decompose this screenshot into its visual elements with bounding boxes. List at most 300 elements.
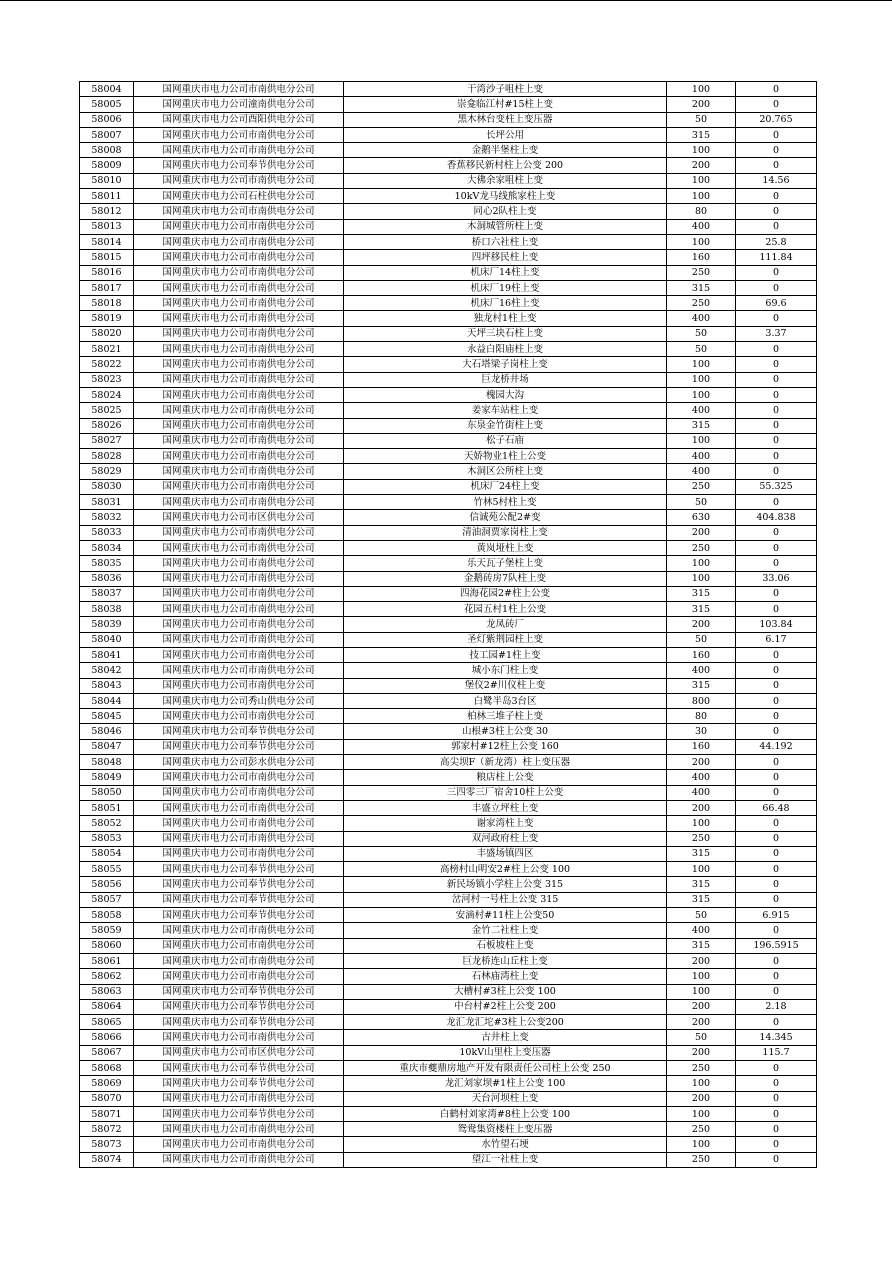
station-name-cell: 龙汇龙汇坨#3柱上公变200 [344, 1015, 667, 1030]
company-cell: 国网重庆市电力公司市南供电分公司 [134, 219, 344, 234]
row-id-cell: 58067 [80, 1045, 134, 1060]
capacity-cell: 315 [667, 938, 736, 953]
table-row [80, 418, 817, 433]
value-cell: 0 [736, 372, 817, 387]
row-id-cell: 58057 [80, 892, 134, 907]
table-row [80, 1106, 817, 1121]
value-cell: 0 [736, 464, 817, 479]
capacity-cell: 400 [667, 219, 736, 234]
value-cell: 0 [736, 816, 817, 831]
station-name-cell: 信诚苑公配2#变 [344, 510, 667, 525]
row-id-cell: 58074 [80, 1152, 134, 1167]
station-name-cell: 四坪移民柱上变 [344, 250, 667, 265]
row-id-cell: 58030 [80, 479, 134, 494]
capacity-cell: 250 [667, 296, 736, 311]
station-name-cell: 黑木林台变柱上变压器 [344, 112, 667, 127]
value-cell: 66.48 [736, 800, 817, 815]
capacity-cell: 315 [667, 678, 736, 693]
row-id-cell: 58069 [80, 1076, 134, 1091]
table-row [80, 969, 817, 984]
row-id-cell: 58051 [80, 800, 134, 815]
company-cell: 国网重庆市电力公司奉节供电分公司 [134, 1106, 344, 1121]
company-cell: 国网重庆市电力公司市南供电分公司 [134, 403, 344, 418]
table-row [80, 1015, 817, 1030]
capacity-cell: 100 [667, 234, 736, 249]
capacity-cell: 50 [667, 495, 736, 510]
row-id-cell: 58013 [80, 219, 134, 234]
station-name-cell: 10kV龙马线熊家柱上变 [344, 189, 667, 204]
station-name-cell: 谢家湾柱上变 [344, 816, 667, 831]
value-cell: 2.18 [736, 999, 817, 1014]
company-cell: 国网重庆市电力公司市南供电分公司 [134, 556, 344, 571]
row-id-cell: 58053 [80, 831, 134, 846]
capacity-cell: 200 [667, 1045, 736, 1060]
company-cell: 国网重庆市电力公司市南供电分公司 [134, 540, 344, 555]
table-row [80, 556, 817, 571]
value-cell: 0 [736, 969, 817, 984]
capacity-cell: 100 [667, 387, 736, 402]
value-cell: 69.6 [736, 296, 817, 311]
company-cell: 国网重庆市电力公司市南供电分公司 [134, 586, 344, 601]
row-id-cell: 58020 [80, 326, 134, 341]
company-cell: 国网重庆市电力公司秀山供电分公司 [134, 693, 344, 708]
company-cell: 国网重庆市电力公司市南供电分公司 [134, 525, 344, 540]
company-cell: 国网重庆市电力公司市南供电分公司 [134, 296, 344, 311]
company-cell: 国网重庆市电力公司市南供电分公司 [134, 326, 344, 341]
row-id-cell: 58028 [80, 449, 134, 464]
station-name-cell: 大石塔梁子岗柱上变 [344, 357, 667, 372]
capacity-cell: 315 [667, 846, 736, 861]
station-name-cell: 竹林5村柱上变 [344, 495, 667, 510]
row-id-cell: 58015 [80, 250, 134, 265]
company-cell: 国网重庆市电力公司市南供电分公司 [134, 938, 344, 953]
table-row [80, 1045, 817, 1060]
row-id-cell: 58043 [80, 678, 134, 693]
table-row [80, 112, 817, 127]
station-name-cell: 机床厂14柱上变 [344, 265, 667, 280]
company-cell: 国网重庆市电力公司市南供电分公司 [134, 495, 344, 510]
company-cell: 国网重庆市电力公司市南供电分公司 [134, 372, 344, 387]
capacity-cell: 50 [667, 908, 736, 923]
value-cell: 404.838 [736, 510, 817, 525]
row-id-cell: 58009 [80, 158, 134, 173]
capacity-cell: 250 [667, 479, 736, 494]
value-cell: 0 [736, 678, 817, 693]
table-row [80, 189, 817, 204]
station-name-cell: 槐园大沟 [344, 387, 667, 402]
company-cell: 国网重庆市电力公司市南供电分公司 [134, 571, 344, 586]
company-cell: 国网重庆市电力公司市南供电分公司 [134, 953, 344, 968]
company-cell: 国网重庆市电力公司酉阳供电分公司 [134, 112, 344, 127]
table-row [80, 158, 817, 173]
value-cell: 0 [736, 647, 817, 662]
capacity-cell: 100 [667, 816, 736, 831]
value-cell: 0 [736, 1015, 817, 1030]
company-cell: 国网重庆市电力公司奉节供电分公司 [134, 908, 344, 923]
row-id-cell: 58024 [80, 387, 134, 402]
value-cell: 0 [736, 586, 817, 601]
company-cell: 国网重庆市电力公司奉节供电分公司 [134, 1076, 344, 1091]
company-cell: 国网重庆市电力公司市南供电分公司 [134, 143, 344, 158]
table-row [80, 433, 817, 448]
capacity-cell: 315 [667, 892, 736, 907]
table-row [80, 265, 817, 280]
value-cell: 0 [736, 403, 817, 418]
table-row [80, 127, 817, 142]
station-name-cell: 中台村#2柱上公变 200 [344, 999, 667, 1014]
station-name-cell: 天娇物业1柱上公变 [344, 449, 667, 464]
value-cell: 0 [736, 387, 817, 402]
capacity-cell: 250 [667, 1061, 736, 1076]
capacity-cell: 80 [667, 709, 736, 724]
station-name-cell: 天台河坝柱上变 [344, 1091, 667, 1106]
value-cell: 0 [736, 602, 817, 617]
table-row [80, 602, 817, 617]
value-cell: 115.7 [736, 1045, 817, 1060]
table-row [80, 357, 817, 372]
station-name-cell: 木洞区公所柱上变 [344, 464, 667, 479]
value-cell: 0 [736, 1076, 817, 1091]
value-cell: 0 [736, 709, 817, 724]
row-id-cell: 58031 [80, 495, 134, 510]
value-cell: 0 [736, 984, 817, 999]
row-id-cell: 58025 [80, 403, 134, 418]
row-id-cell: 58036 [80, 571, 134, 586]
table-row [80, 1137, 817, 1152]
table-row [80, 586, 817, 601]
station-name-cell: 古井柱上变 [344, 1030, 667, 1045]
value-cell: 0 [736, 1061, 817, 1076]
company-cell: 国网重庆市电力公司市南供电分公司 [134, 846, 344, 861]
station-name-cell: 同心2队柱上变 [344, 204, 667, 219]
company-cell: 国网重庆市电力公司市区供电分公司 [134, 510, 344, 525]
table-row [80, 816, 817, 831]
capacity-cell: 250 [667, 540, 736, 555]
company-cell: 国网重庆市电力公司潼南供电分公司 [134, 97, 344, 112]
station-name-cell: 黄岚垭柱上变 [344, 540, 667, 555]
row-id-cell: 58058 [80, 908, 134, 923]
capacity-cell: 160 [667, 250, 736, 265]
row-id-cell: 58054 [80, 846, 134, 861]
capacity-cell: 400 [667, 785, 736, 800]
company-cell: 国网重庆市电力公司市南供电分公司 [134, 709, 344, 724]
row-id-cell: 58019 [80, 311, 134, 326]
capacity-cell: 50 [667, 342, 736, 357]
capacity-cell: 200 [667, 800, 736, 815]
station-name-cell: 柏林三堆子柱上变 [344, 709, 667, 724]
transformer-table [79, 81, 817, 1168]
company-cell: 国网重庆市电力公司彭水供电分公司 [134, 755, 344, 770]
table-row [80, 495, 817, 510]
table-row [80, 923, 817, 938]
station-name-cell: 双河政府柱上变 [344, 831, 667, 846]
capacity-cell: 250 [667, 831, 736, 846]
table-row [80, 846, 817, 861]
station-name-cell: 高榜村山明安2#柱上公变 100 [344, 862, 667, 877]
station-name-cell: 白鹤村刘家湾#8柱上公变 100 [344, 1106, 667, 1121]
value-cell: 0 [736, 265, 817, 280]
station-name-cell: 松子石庙 [344, 433, 667, 448]
capacity-cell: 160 [667, 739, 736, 754]
row-id-cell: 58008 [80, 143, 134, 158]
row-id-cell: 58073 [80, 1137, 134, 1152]
value-cell: 0 [736, 923, 817, 938]
row-id-cell: 58064 [80, 999, 134, 1014]
station-name-cell: 巨龙桥井场 [344, 372, 667, 387]
row-id-cell: 58022 [80, 357, 134, 372]
table-row [80, 678, 817, 693]
station-name-cell: 山根#3柱上公变 30 [344, 724, 667, 739]
table-row [80, 387, 817, 402]
table-row [80, 464, 817, 479]
value-cell: 111.84 [736, 250, 817, 265]
station-name-cell: 崇龛临江村#15柱上变 [344, 97, 667, 112]
station-name-cell: 巨龙桥连山丘柱上变 [344, 953, 667, 968]
company-cell: 国网重庆市电力公司奉节供电分公司 [134, 158, 344, 173]
row-id-cell: 58049 [80, 770, 134, 785]
row-id-cell: 58066 [80, 1030, 134, 1045]
value-cell: 0 [736, 953, 817, 968]
company-cell: 国网重庆市电力公司石柱供电分公司 [134, 189, 344, 204]
row-id-cell: 58023 [80, 372, 134, 387]
row-id-cell: 58029 [80, 464, 134, 479]
table-row [80, 877, 817, 892]
value-cell: 0 [736, 540, 817, 555]
row-id-cell: 58056 [80, 877, 134, 892]
value-cell: 0 [736, 770, 817, 785]
station-name-cell: 粮店柱上公变 [344, 770, 667, 785]
company-cell: 国网重庆市电力公司奉节供电分公司 [134, 877, 344, 892]
row-id-cell: 58017 [80, 280, 134, 295]
row-id-cell: 58046 [80, 724, 134, 739]
row-id-cell: 58045 [80, 709, 134, 724]
value-cell: 0 [736, 663, 817, 678]
value-cell: 0 [736, 1137, 817, 1152]
company-cell: 国网重庆市电力公司市南供电分公司 [134, 647, 344, 662]
value-cell: 0 [736, 158, 817, 173]
station-name-cell: 机床厂19柱上变 [344, 280, 667, 295]
value-cell: 55.325 [736, 479, 817, 494]
company-cell: 国网重庆市电力公司市南供电分公司 [134, 816, 344, 831]
row-id-cell: 58072 [80, 1122, 134, 1137]
row-id-cell: 58040 [80, 632, 134, 647]
station-name-cell: 桥口六社柱上变 [344, 234, 667, 249]
table-row [80, 204, 817, 219]
value-cell: 0 [736, 877, 817, 892]
station-name-cell: 龙汇刘家坝#1柱上公变 100 [344, 1076, 667, 1091]
station-name-cell: 天坪三块石柱上变 [344, 326, 667, 341]
company-cell: 国网重庆市电力公司市南供电分公司 [134, 1091, 344, 1106]
company-cell: 国网重庆市电力公司市南供电分公司 [134, 1137, 344, 1152]
capacity-cell: 250 [667, 1152, 736, 1167]
station-name-cell: 郭家村#12柱上公变 160 [344, 739, 667, 754]
station-name-cell: 石板坡柱上变 [344, 938, 667, 953]
table-row [80, 510, 817, 525]
capacity-cell: 100 [667, 969, 736, 984]
table-row [80, 143, 817, 158]
value-cell: 20.765 [736, 112, 817, 127]
station-name-cell: 乐天瓦子堡柱上变 [344, 556, 667, 571]
row-id-cell: 58004 [80, 82, 134, 97]
row-id-cell: 58016 [80, 265, 134, 280]
station-name-cell: 城小东门柱上变 [344, 663, 667, 678]
value-cell: 0 [736, 189, 817, 204]
company-cell: 国网重庆市电力公司市南供电分公司 [134, 449, 344, 464]
company-cell: 国网重庆市电力公司市南供电分公司 [134, 357, 344, 372]
value-cell: 14.56 [736, 173, 817, 188]
capacity-cell: 200 [667, 525, 736, 540]
table-row [80, 234, 817, 249]
table-row [80, 647, 817, 662]
company-cell: 国网重庆市电力公司市南供电分公司 [134, 204, 344, 219]
row-id-cell: 58062 [80, 969, 134, 984]
table-row [80, 1091, 817, 1106]
table-row [80, 862, 817, 877]
row-id-cell: 58035 [80, 556, 134, 571]
table-row [80, 326, 817, 341]
value-cell: 6.17 [736, 632, 817, 647]
row-id-cell: 58059 [80, 923, 134, 938]
capacity-cell: 100 [667, 1106, 736, 1121]
capacity-cell: 200 [667, 755, 736, 770]
table-row [80, 663, 817, 678]
company-cell: 国网重庆市电力公司奉节供电分公司 [134, 892, 344, 907]
station-name-cell: 水竹望石埂 [344, 1137, 667, 1152]
capacity-cell: 200 [667, 617, 736, 632]
capacity-cell: 400 [667, 403, 736, 418]
capacity-cell: 200 [667, 999, 736, 1014]
table-row [80, 724, 817, 739]
company-cell: 国网重庆市电力公司市南供电分公司 [134, 387, 344, 402]
station-name-cell: 岔河村一号柱上公变 315 [344, 892, 667, 907]
capacity-cell: 80 [667, 204, 736, 219]
company-cell: 国网重庆市电力公司市南供电分公司 [134, 1152, 344, 1167]
station-name-cell: 鸳鸯集资楼柱上变压器 [344, 1122, 667, 1137]
company-cell: 国网重庆市电力公司市南供电分公司 [134, 602, 344, 617]
row-id-cell: 58034 [80, 540, 134, 555]
value-cell: 0 [736, 846, 817, 861]
value-cell: 0 [736, 862, 817, 877]
capacity-cell: 50 [667, 1030, 736, 1045]
station-name-cell: 大槽村#3柱上公变 100 [344, 984, 667, 999]
capacity-cell: 100 [667, 433, 736, 448]
table-row [80, 571, 817, 586]
table-row [80, 311, 817, 326]
table-row [80, 770, 817, 785]
capacity-cell: 250 [667, 265, 736, 280]
company-cell: 国网重庆市电力公司市南供电分公司 [134, 632, 344, 647]
row-id-cell: 58006 [80, 112, 134, 127]
station-name-cell: 高尖坝F（新龙湾）柱上变压器 [344, 755, 667, 770]
value-cell: 0 [736, 143, 817, 158]
table-row [80, 403, 817, 418]
row-id-cell: 58010 [80, 173, 134, 188]
row-id-cell: 58038 [80, 602, 134, 617]
company-cell: 国网重庆市电力公司市南供电分公司 [134, 831, 344, 846]
value-cell: 6.915 [736, 908, 817, 923]
table-row [80, 800, 817, 815]
row-id-cell: 58055 [80, 862, 134, 877]
company-cell: 国网重庆市电力公司奉节供电分公司 [134, 1015, 344, 1030]
row-id-cell: 58012 [80, 204, 134, 219]
value-cell: 0 [736, 433, 817, 448]
station-name-cell: 白鹭半岛3台区 [344, 693, 667, 708]
station-name-cell: 丰盛立坪柱上变 [344, 800, 667, 815]
company-cell: 国网重庆市电力公司市南供电分公司 [134, 280, 344, 295]
company-cell: 国网重庆市电力公司市南供电分公司 [134, 418, 344, 433]
table-row [80, 908, 817, 923]
table-row [80, 632, 817, 647]
table-row [80, 709, 817, 724]
row-id-cell: 58050 [80, 785, 134, 800]
station-name-cell: 金竹二社柱上变 [344, 923, 667, 938]
company-cell: 国网重庆市电力公司市南供电分公司 [134, 800, 344, 815]
capacity-cell: 400 [667, 464, 736, 479]
value-cell: 0 [736, 785, 817, 800]
station-name-cell: 望江一社柱上变 [344, 1152, 667, 1167]
value-cell: 196.5915 [736, 938, 817, 953]
company-cell: 国网重庆市电力公司市南供电分公司 [134, 1122, 344, 1137]
company-cell: 国网重庆市电力公司市南供电分公司 [134, 311, 344, 326]
row-id-cell: 58060 [80, 938, 134, 953]
capacity-cell: 315 [667, 418, 736, 433]
table-row [80, 173, 817, 188]
station-name-cell: 东泉金竹街柱上变 [344, 418, 667, 433]
station-name-cell: 香蕉移民新村柱上公变 200 [344, 158, 667, 173]
station-name-cell: 机床厂24柱上变 [344, 479, 667, 494]
table-row [80, 296, 817, 311]
capacity-cell: 100 [667, 372, 736, 387]
station-name-cell: 长坪公用 [344, 127, 667, 142]
value-cell: 0 [736, 204, 817, 219]
company-cell: 国网重庆市电力公司市区供电分公司 [134, 1045, 344, 1060]
table-row [80, 739, 817, 754]
capacity-cell: 800 [667, 693, 736, 708]
row-id-cell: 58068 [80, 1061, 134, 1076]
station-name-cell: 四海花园2#柱上公变 [344, 586, 667, 601]
table-row [80, 82, 817, 97]
table-row [80, 540, 817, 555]
value-cell: 0 [736, 449, 817, 464]
row-id-cell: 58027 [80, 433, 134, 448]
row-id-cell: 58063 [80, 984, 134, 999]
value-cell: 0 [736, 357, 817, 372]
row-id-cell: 58039 [80, 617, 134, 632]
row-id-cell: 58037 [80, 586, 134, 601]
value-cell: 0 [736, 831, 817, 846]
company-cell: 国网重庆市电力公司奉节供电分公司 [134, 1061, 344, 1076]
table-row [80, 831, 817, 846]
company-cell: 国网重庆市电力公司市南供电分公司 [134, 82, 344, 97]
row-id-cell: 58018 [80, 296, 134, 311]
table-row [80, 97, 817, 112]
capacity-cell: 100 [667, 189, 736, 204]
station-name-cell: 重庆市夔鼎房地产开发有限责任公司柱上公变 250 [344, 1061, 667, 1076]
company-cell: 国网重庆市电力公司市南供电分公司 [134, 250, 344, 265]
value-cell: 14.345 [736, 1030, 817, 1045]
capacity-cell: 100 [667, 556, 736, 571]
value-cell: 0 [736, 97, 817, 112]
company-cell: 国网重庆市电力公司市南供电分公司 [134, 1030, 344, 1045]
row-id-cell: 58021 [80, 342, 134, 357]
capacity-cell: 30 [667, 724, 736, 739]
value-cell: 0 [736, 342, 817, 357]
company-cell: 国网重庆市电力公司市南供电分公司 [134, 173, 344, 188]
table-row [80, 342, 817, 357]
table-row [80, 449, 817, 464]
table-row [80, 953, 817, 968]
company-cell: 国网重庆市电力公司市南供电分公司 [134, 234, 344, 249]
